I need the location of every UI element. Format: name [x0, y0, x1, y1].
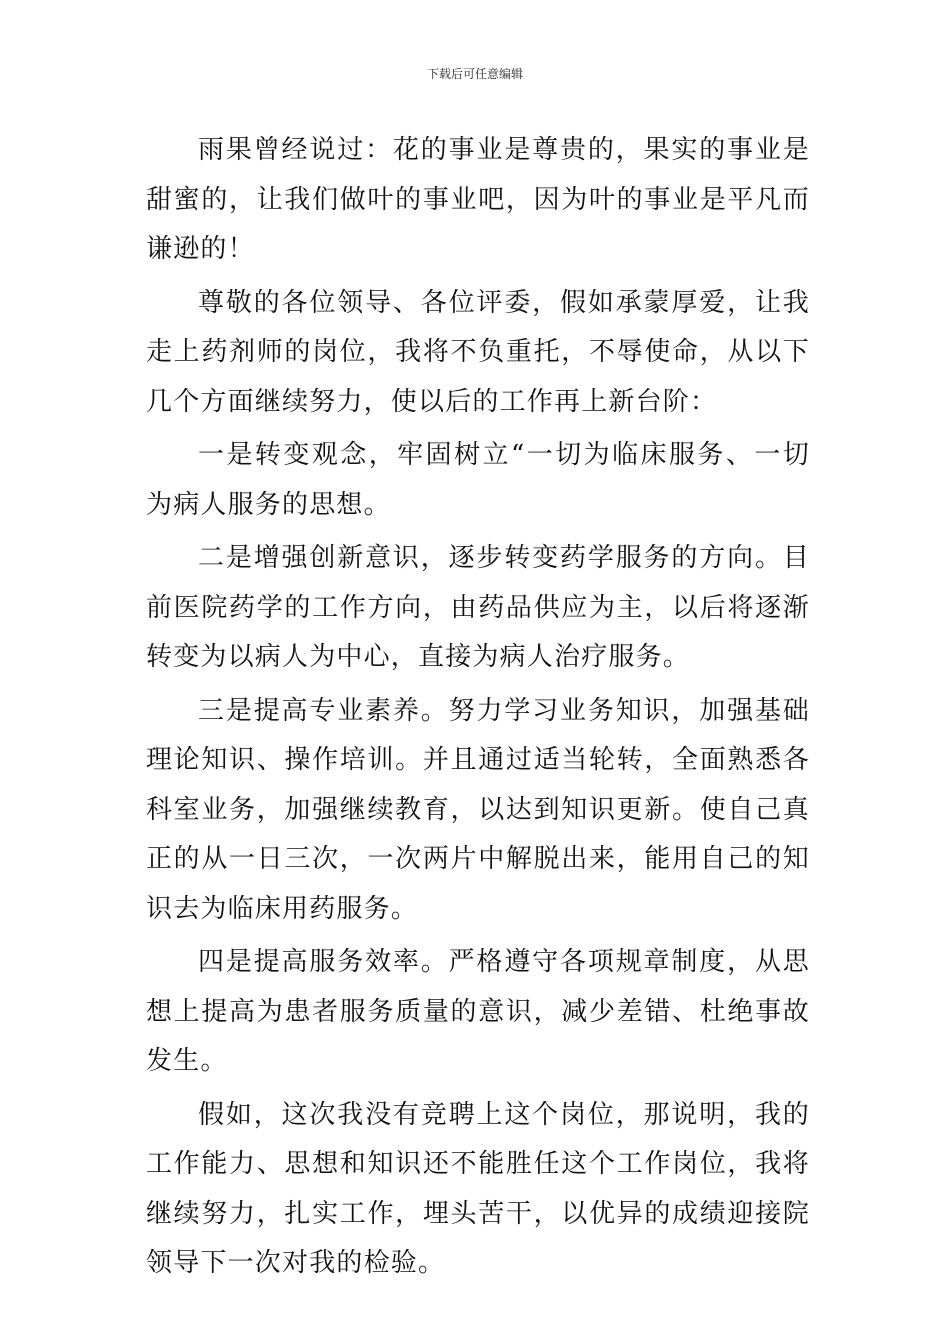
paragraph-point-three: 三是提高专业素养。努力学习业务知识，加强基础理论知识、操作培训。并且通过适当轮转，全面熟悉各科室业务，加强继续教育，以达到知识更新。使自己真正的从一日三次，一次两片中解脱出来，能用自己的知识去为临床用药服务。 — [146, 695, 810, 924]
paragraph-address-to-judges: 尊敬的各位领导、各位评委，假如承蒙厚爱，让我走上药剂师的岗位，我将不负重托，不辱使命，从以下几个方面继续努力，使以后的工作再上新台阶： — [146, 287, 810, 417]
paragraph-point-four: 四是提高服务效率。严格遵守各项规章制度，从思想上提高为患者服务质量的意识，减少差错、杜绝事故发生。 — [146, 947, 810, 1076]
paragraph-point-one: 一是转变观念，牢固树立“一切为临床服务、一切为病人服务的思想。 — [146, 440, 810, 520]
paragraph-closing: 假如，这次我没有竞聘上这个岗位，那说明，我的工作能力、思想和知识还不能胜任这个工作岗位，我将继续努力，扎实工作，埋头苦干，以优异的成绩迎接院领导下一次对我的检验。 — [146, 1099, 810, 1278]
page-header-note: 下载后可任意编辑 — [426, 67, 523, 81]
paragraph-hugo-quote: 雨果曾经说过：花的事业是尊贵的，果实的事业是甜蜜的，让我们做叶的事业吧，因为叶的事业是平凡而谦逊的！ — [146, 135, 810, 264]
document-body — [146, 126, 810, 1293]
paragraph-point-two: 二是增强创新意识，逐步转变药学服务的方向。目前医院药学的工作方向，由药品供应为主，以后将逐渐转变为以病人为中心，直接为病人治疗服务。 — [146, 543, 810, 672]
